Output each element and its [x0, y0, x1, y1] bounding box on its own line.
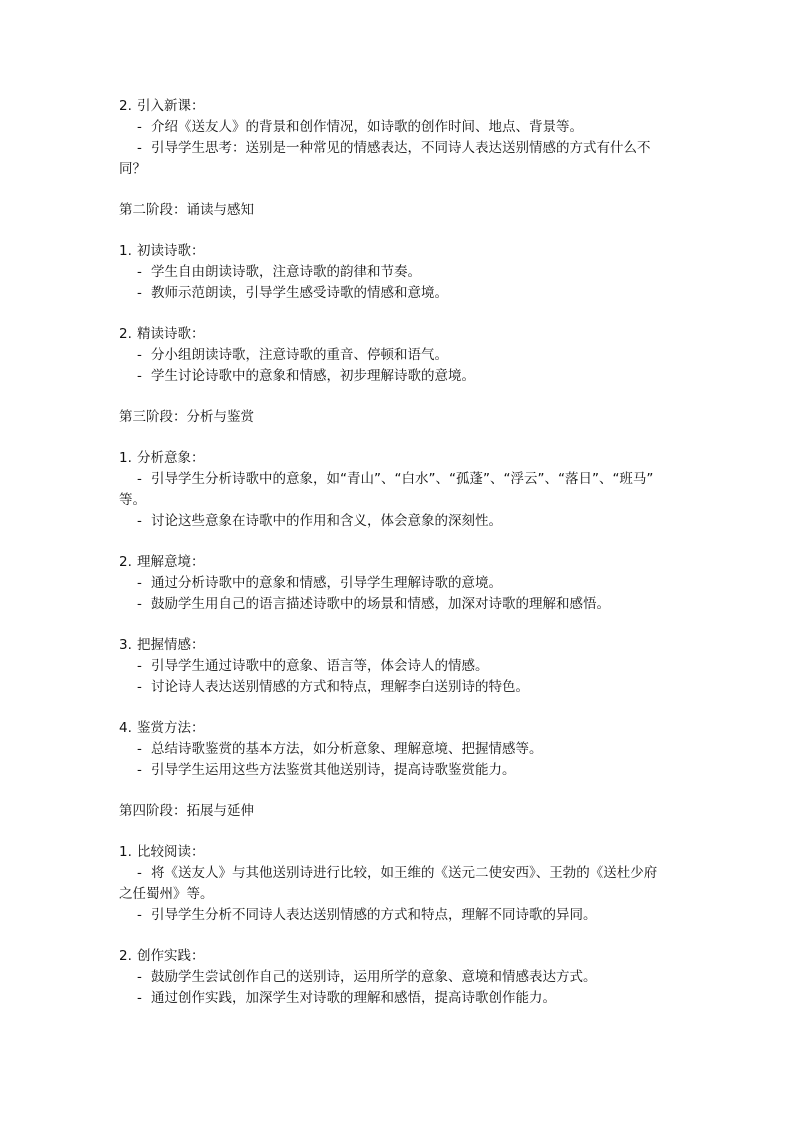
section-heading: 第四阶段：拓展与延伸 [119, 803, 254, 819]
bullet-text: 通过创作实践，加深学生对诗歌的理解和感悟，提高诗歌创作能力。 [151, 990, 556, 1006]
bullet-text-continuation: 等。 [119, 492, 146, 508]
item-number: 2. [119, 554, 132, 570]
item-number: 2. [119, 948, 132, 964]
bullet-text: 将《送友人》与其他送别诗进行比较，如王维的《送元二使安西》、王勃的《送杜少府 [151, 865, 658, 881]
bullet-text: 教师示范朗读，引导学生感受诗歌的情感和意境。 [151, 285, 448, 301]
dash-marker: - [137, 575, 142, 591]
bullet-line [119, 594, 689, 615]
dash-marker: - [137, 119, 142, 135]
bullet-text: 引导学生运用这些方法鉴赏其他送别诗，提高诗歌鉴赏能力。 [151, 762, 516, 778]
dash-marker: - [137, 513, 142, 529]
item-number: 2. [119, 98, 132, 114]
section-heading: 第二阶段：诵读与感知 [119, 202, 254, 218]
dash-marker: - [137, 658, 142, 674]
item-title-text: 分析意象： [137, 450, 205, 466]
numbered-item-title [119, 448, 689, 469]
item-title-text: 初读诗歌： [137, 243, 205, 259]
bullet-line [119, 138, 689, 159]
item-title-text: 理解意境： [137, 554, 205, 570]
bullet-text: 学生自由朗读诗歌，注意诗歌的韵律和节奏。 [151, 264, 421, 280]
bullet-line [119, 283, 689, 304]
bullet-text: 分小组朗读诗歌，注意诗歌的重音、停顿和语气。 [151, 347, 448, 363]
item-number: 3. [119, 637, 132, 653]
numbered-item-title [119, 635, 689, 656]
dash-marker: - [137, 990, 142, 1006]
bullet-text: 通过分析诗歌中的意象和情感，引导学生理解诗歌的意境。 [151, 575, 502, 591]
item-title-text: 引入新课： [137, 98, 205, 114]
numbered-item-title [119, 552, 689, 573]
bullet-text: 引导学生思考：送别是一种常见的情感表达，不同诗人表达送别情感的方式有什么不 [151, 140, 651, 156]
numbered-item-title [119, 946, 689, 967]
bullet-text-continuation: 同？ [119, 161, 146, 177]
bullet-line [119, 967, 689, 988]
item-number: 1. [119, 844, 132, 860]
bullet-line [119, 739, 689, 760]
bullet-text: 引导学生分析不同诗人表达送别情感的方式和特点，理解不同诗歌的异同。 [151, 907, 597, 923]
item-title-text: 比较阅读： [137, 844, 205, 860]
bullet-text: 引导学生通过诗歌中的意象、语言等，体会诗人的情感。 [151, 658, 489, 674]
item-number: 4. [119, 720, 132, 736]
dash-marker: - [137, 596, 142, 612]
dash-marker: - [137, 741, 142, 757]
item-number: 1. [119, 450, 132, 466]
bullet-text: 学生讨论诗歌中的意象和情感，初步理解诗歌的意境。 [151, 368, 475, 384]
bullet-line [119, 366, 689, 387]
bullet-line [119, 988, 689, 1009]
numbered-item-title [119, 718, 689, 739]
section-heading: 第三阶段：分析与鉴赏 [119, 409, 254, 425]
numbered-item-title [119, 241, 689, 262]
bullet-line [119, 511, 689, 532]
bullet-line [119, 117, 689, 138]
document-page [119, 96, 689, 1009]
bullet-line [119, 262, 689, 283]
numbered-item-title [119, 96, 689, 117]
bullet-line [119, 677, 689, 698]
item-number: 1. [119, 243, 132, 259]
bullet-line [119, 573, 689, 594]
bullet-text-continuation: 之任蜀州》等。 [119, 886, 214, 902]
item-title-text: 鉴赏方法： [137, 720, 205, 736]
bullet-text: 引导学生分析诗歌中的意象，如“青山”、“白水”、“孤蓬”、“浮云”、“落日”、“班马” [151, 471, 654, 487]
dash-marker: - [137, 140, 142, 156]
dash-marker: - [137, 285, 142, 301]
bullet-text: 鼓励学生用自己的语言描述诗歌中的场景和情感，加深对诗歌的理解和感悟。 [151, 596, 610, 612]
dash-marker: - [137, 471, 142, 487]
bullet-line [119, 345, 689, 366]
dash-marker: - [137, 865, 142, 881]
dash-marker: - [137, 969, 142, 985]
bullet-text: 总结诗歌鉴赏的基本方法，如分析意象、理解意境、把握情感等。 [151, 741, 543, 757]
dash-marker: - [137, 264, 142, 280]
bullet-text: 讨论这些意象在诗歌中的作用和含义，体会意象的深刻性。 [151, 513, 502, 529]
bullet-text: 讨论诗人表达送别情感的方式和特点，理解李白送别诗的特色。 [151, 679, 529, 695]
item-number: 2. [119, 326, 132, 342]
bullet-line [119, 469, 689, 490]
bullet-line [119, 760, 689, 781]
dash-marker: - [137, 347, 142, 363]
bullet-text: 介绍《送友人》的背景和创作情况，如诗歌的创作时间、地点、背景等。 [151, 119, 583, 135]
numbered-item-title [119, 842, 689, 863]
numbered-item-title [119, 324, 689, 345]
dash-marker: - [137, 907, 142, 923]
bullet-line [119, 863, 689, 884]
item-title-text: 精读诗歌： [137, 326, 205, 342]
bullet-line [119, 656, 689, 677]
item-title-text: 把握情感： [137, 637, 205, 653]
bullet-text: 鼓励学生尝试创作自己的送别诗，运用所学的意象、意境和情感表达方式。 [151, 969, 597, 985]
dash-marker: - [137, 762, 142, 778]
dash-marker: - [137, 679, 142, 695]
dash-marker: - [137, 368, 142, 384]
bullet-line [119, 905, 689, 926]
item-title-text: 创作实践： [137, 948, 205, 964]
